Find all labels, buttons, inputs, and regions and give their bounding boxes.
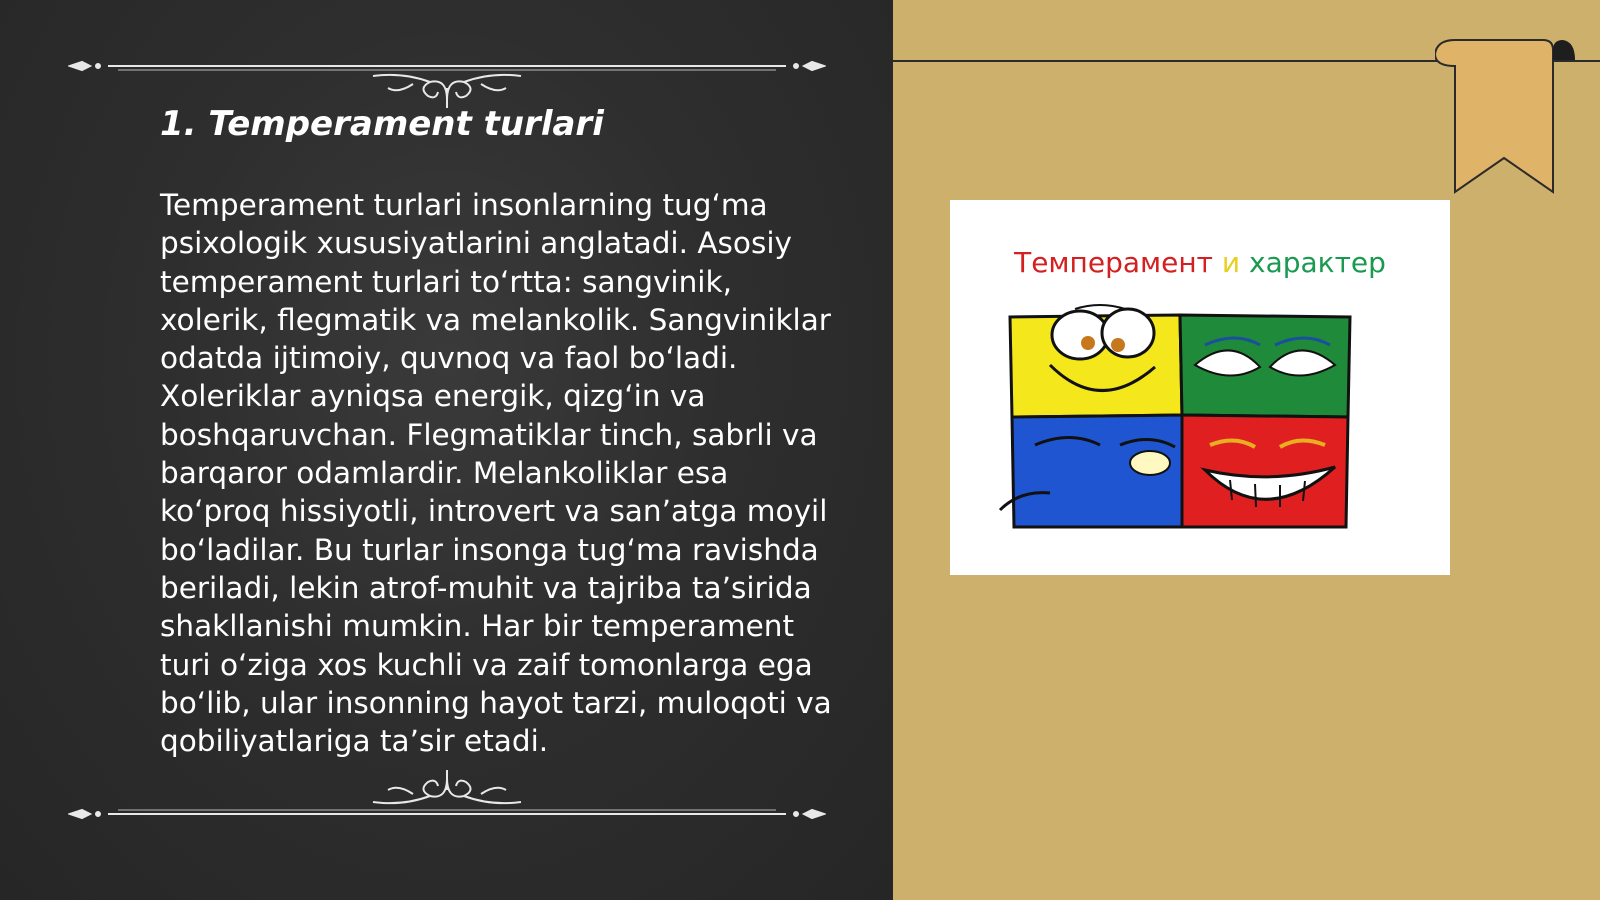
blue-frowning-face-icon (1000, 415, 1182, 527)
bookmark-ribbon-icon (1435, 36, 1575, 196)
caption-word-and: и (1221, 246, 1241, 279)
four-faces-icon (990, 295, 1360, 545)
top-ornament-divider (68, 48, 826, 108)
slide-body-text: Temperament turlari insonlarning tug‘ma psixologik xususiyatlarini anglatadi. Asosiy temperament turlari to‘rtta: sangvinik, xolerik, flegmatik va melankolik. Sangviniklar odatda ijtimoiy, quvnoq va faol bo‘ladi. Xoleriklar ayniqsa energik, qizg‘in va boshqaruvchan. Flegmatiklar tinch, sabrli va barqaror odamlardir. Melankoliklar esa ko‘proq hissiyotli, introvert va san’atga moyil bo‘ladilar. Bu turlar insonga tug‘ma ravishda beriladi, lekin atrof-muhit va tajriba ta’sirida shakllanishi mumkin. Har bir temperament turi o‘ziga xos kuchli va zaif tomonlarga ega bo‘lib, ular insonning hayot tarzi, muloqoti va qobiliyatlariga ta’sir etadi. (160, 188, 832, 759)
slide-title: 1. Temperament turlari (160, 104, 604, 144)
illustration-caption (950, 246, 1450, 279)
red-laughing-face-icon (1182, 415, 1348, 527)
bottom-ornament-divider (68, 770, 826, 830)
temperament-illustration (950, 200, 1450, 575)
caption-word-character: характер (1249, 246, 1386, 279)
yellow-happy-face-icon (1010, 305, 1182, 417)
caption-word-temperament: Темперамент (1014, 246, 1213, 279)
green-sleepy-face-icon (1180, 315, 1350, 417)
